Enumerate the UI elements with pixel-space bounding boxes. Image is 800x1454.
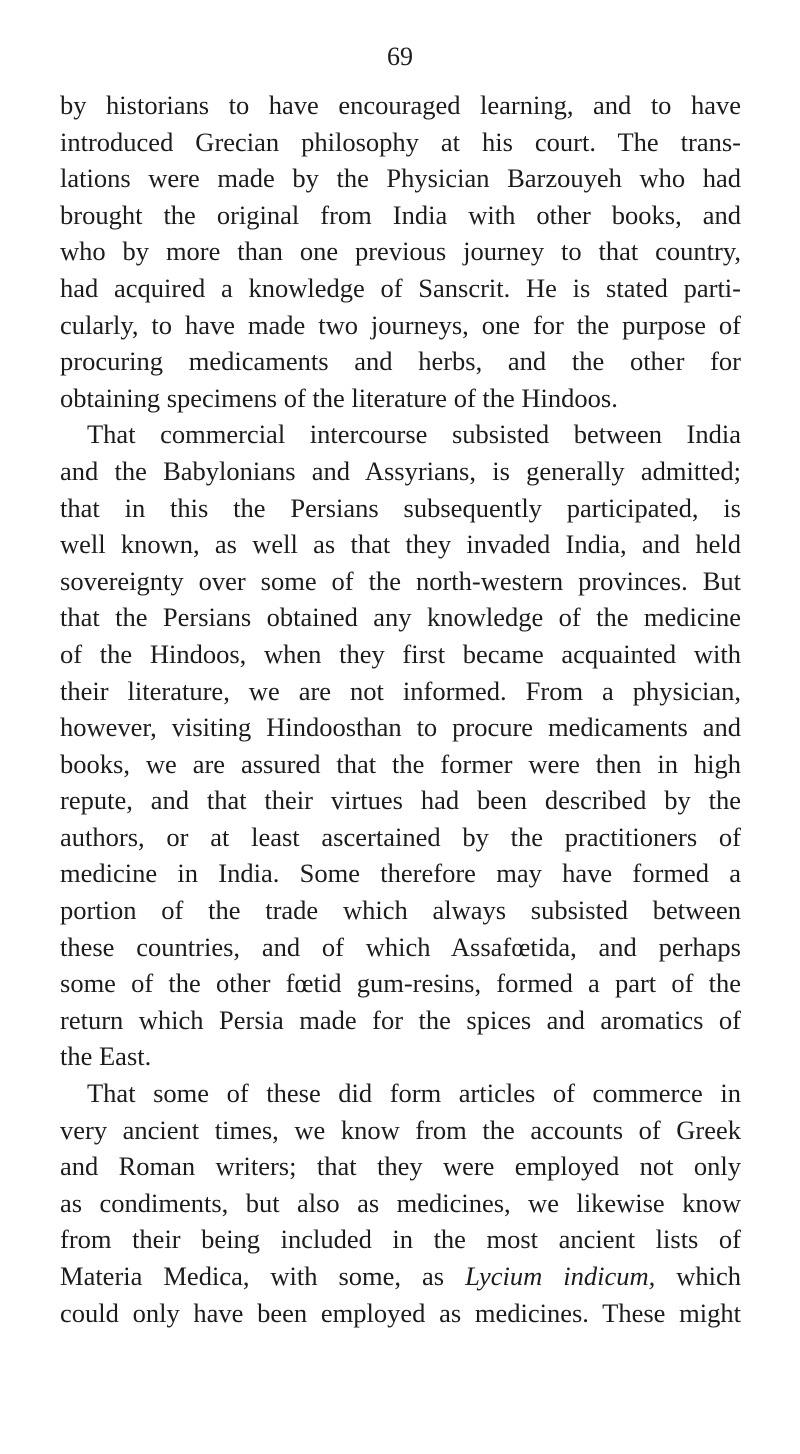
text-line: That some of these did form articles of commerce in bbox=[87, 1078, 741, 1109]
text-line: these countries, and of which Assafœtida, and perhaps bbox=[60, 931, 741, 962]
text-line: that the Persians obtained any knowledge of the medicine bbox=[60, 602, 741, 633]
text-line: very ancient times, we know from the accounts of Greek bbox=[60, 1114, 741, 1145]
text-line: obtaining specimens of the literature of the Hindoos. bbox=[60, 382, 618, 413]
text-line: their literature, we are not informed. From a physician, bbox=[60, 675, 741, 706]
text-line: lations were made by the Physician Barzouyeh who had bbox=[60, 163, 741, 194]
text-line: repute, and that their virtues had been described by the bbox=[60, 785, 741, 816]
text-line: portion of the trade which always subsisted between bbox=[60, 895, 741, 926]
text-line: who by more than one previous journey to that country, bbox=[60, 236, 741, 267]
text-line: by historians to have encouraged learning, and to have bbox=[60, 90, 741, 120]
text-line: sovereignty over some of the north-western provinces. But bbox=[60, 565, 741, 596]
body-text bbox=[60, 87, 741, 1331]
text-line: return which Persia made for the spices and aromatics of bbox=[60, 1004, 741, 1035]
text-line: had acquired a knowledge of Sanscrit. He is stated parti- bbox=[60, 272, 741, 303]
text-segment: which bbox=[655, 1261, 742, 1291]
text-line: procuring medicaments and herbs, and the other for bbox=[60, 346, 741, 377]
text-line: of the Hindoos, when they first became acquainted with bbox=[60, 638, 741, 669]
text-line: well known, as well as that they invaded India, and held bbox=[60, 529, 741, 560]
text-line: however, visiting Hindoosthan to procure medicaments and bbox=[60, 712, 741, 743]
text-line: could only have been employed as medicines. These might bbox=[60, 1297, 741, 1328]
text-segment: Materia Medica, with some, as bbox=[60, 1261, 466, 1291]
text-line: the East. bbox=[60, 1041, 152, 1072]
text-line: as condiments, but also as medicines, we likewise know bbox=[60, 1187, 741, 1218]
text-line: and Roman writers; that they were employed not only bbox=[60, 1151, 741, 1182]
page-number: 69 bbox=[387, 42, 413, 71]
text-line: that in this the Persians subsequently participated, is bbox=[60, 492, 741, 523]
text-line: authors, or at least ascertained by the practitioners of bbox=[60, 821, 741, 852]
text-line: and the Babylonians and Assyrians, is generally admitted; bbox=[60, 455, 741, 486]
text-line: cularly, to have made two journeys, one for the purpose of bbox=[60, 309, 741, 340]
text-line: from their being included in the most ancient lists of bbox=[60, 1224, 741, 1255]
text-line: medicine in India. Some therefore may have formed a bbox=[60, 858, 741, 889]
italic-term: Lycium indicum, bbox=[465, 1261, 656, 1291]
text-line: some of the other fœtid gum-resins, formed a part of the bbox=[60, 968, 741, 999]
text-line: books, we are assured that the former were then in high bbox=[60, 748, 741, 779]
text-line: brought the original from India with other books, and bbox=[60, 199, 741, 230]
text-line: introduced Grecian philosophy at his court. The trans- bbox=[60, 126, 741, 157]
text-line bbox=[60, 1258, 741, 1295]
text-line: That commercial intercourse subsisted between India bbox=[87, 419, 741, 450]
